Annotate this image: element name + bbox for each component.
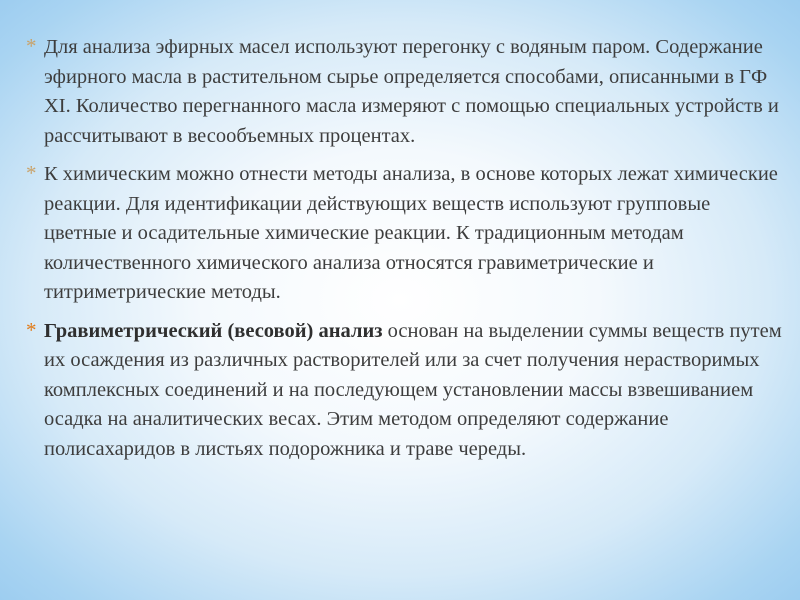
- paragraph-term: Гравиметрический (весовой) анализ: [44, 319, 383, 342]
- paragraph-gravimetric-analysis: [26, 317, 786, 465]
- slide-content: [26, 33, 786, 473]
- paragraph-steam-distillation: [26, 33, 786, 151]
- bullet-marker-icon: *: [26, 317, 37, 342]
- paragraph-text: К химическим можно отнести методы анализа, в основе которых лежат химические реакции. Для идентификации действующих веществ используют групповые цветные и осадительные химические реакции. К традиционным методам количественного химического анализа относятся гравиметрические и титриметрические методы.: [44, 163, 778, 303]
- paragraph-chemical-methods: [26, 160, 786, 308]
- paragraph-text: Для анализа эфирных масел используют перегонку с водяным паром. Содержание эфирного масла в растительном сырье определяется способами, описанными в ГФ XI. Количество перегнанного масла измеряют с помощью специальных устройств и рассчитывают в весообъемных процентах.: [44, 36, 779, 147]
- bullet-marker-icon: *: [26, 161, 37, 185]
- bullet-marker-icon: *: [26, 34, 37, 58]
- paragraph-text: основан на выделении суммы веществ путем их осаждения из различных растворителей или за счет получения нерастворимых комплексных соединений и на последующем установлении массы взвешиванием осадка на аналитических весах. Этим методом определяют содержание полисахаридов в листьях подорожника и траве череды.: [44, 319, 782, 460]
